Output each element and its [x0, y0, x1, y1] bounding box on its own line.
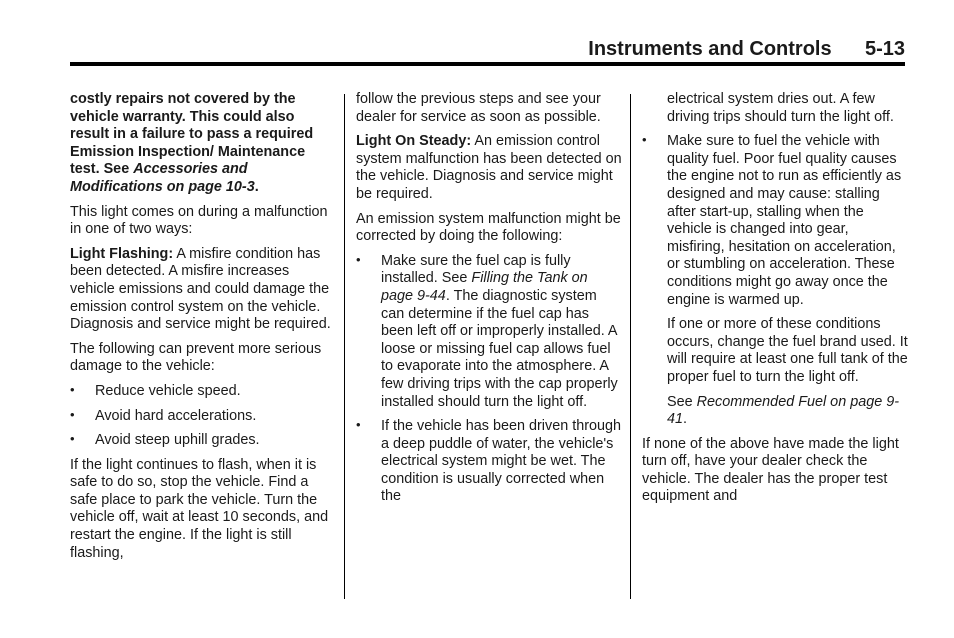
- fuel-brand-paragraph: If one or more of these conditions occurs, change the fuel brand used. It will require at least one full tank of the proper fuel to turn the light off.: [667, 316, 908, 385]
- light-on-paragraph: This light comes on during a malfunction in one of two ways:: [70, 203, 328, 238]
- dealer-paragraph: If none of the above have made the light turn off, have your dealer check the vehicle. The dealer has the proper test equipment and: [642, 435, 899, 505]
- column-divider-2: [630, 94, 631, 599]
- light-flashing-text: A misfire condition has been detected. A misfire increases vehicle emissions and could damage the emission control system on the vehicle. Diagnosis and service might be required.: [70, 245, 331, 333]
- column-divider-1: [344, 94, 345, 599]
- list-item: [356, 253, 622, 411]
- column-1: [70, 91, 332, 569]
- list-item-text: Avoid hard accelerations.: [95, 407, 257, 424]
- bullet-icon: •: [642, 132, 647, 148]
- page-number: 5-13: [864, 38, 905, 60]
- see-text: See: [667, 393, 697, 410]
- section-title: Instruments and Controls: [588, 38, 832, 60]
- warning-text: costly repairs not covered by the vehicle warranty. This could also result in a failure to pass a required Emission Inspection/ Maintenance test. See: [70, 91, 314, 178]
- prevent-paragraph: The following can prevent more serious damage to the vehicle:: [70, 340, 322, 375]
- continued-bullet-text: electrical system dries out. A few driving trips should turn the light off.: [667, 91, 894, 125]
- header-rule: [70, 62, 905, 66]
- list-item: [70, 383, 332, 401]
- follow-paragraph: follow the previous steps and see your dealer for service as soon as possible.: [356, 91, 601, 125]
- list-item-text: Reduce vehicle speed.: [95, 382, 241, 399]
- light-steady-text: An emission control system malfunction has been detected on the vehicle. Diagnosis and service might be required.: [356, 133, 622, 202]
- list-item-text: Make sure to fuel the vehicle with quality fuel. Poor fuel quality causes the engine not to run as efficiently as designed and may cause: stalling after start-up, stalling when the vehicle is changed into gear, misfiring, hesitation on acceleration, or stumbling on acceleration. These conditions might go away once the engine is warmed up.: [667, 133, 902, 308]
- warning-end: .: [254, 178, 259, 195]
- see-reference: [642, 394, 908, 429]
- column-2: [356, 91, 622, 513]
- filling-tank-reference-link[interactable]: Filling the Tank on page 9-44: [381, 270, 588, 304]
- bullet-icon: •: [70, 431, 75, 447]
- list-item: [642, 133, 908, 309]
- list-item: [70, 408, 332, 426]
- recommended-fuel-reference-link[interactable]: Recommended Fuel on page 9-41: [667, 393, 899, 428]
- column-3: [642, 91, 908, 513]
- bullet-icon: •: [70, 381, 75, 397]
- bullet-icon: •: [70, 406, 75, 422]
- light-steady-label: Light On Steady:: [356, 133, 472, 150]
- warning-paragraph: [70, 91, 332, 197]
- continue-paragraph: If the light continues to flash, when it is safe to do so, stop the vehicle. Find a safe place to park the vehicle. Turn the vehicle off, wait at least 10 seconds, and restart the engine. If the light is still flashing,: [70, 456, 329, 561]
- light-flashing-label: Light Flashing:: [70, 245, 174, 262]
- corrected-paragraph: An emission system malfunction might be corrected by doing the following:: [356, 210, 621, 245]
- light-flashing-paragraph: [70, 246, 332, 334]
- list-item-text: Make sure the fuel cap is fully installed. See: [381, 252, 571, 287]
- list-item: [356, 418, 622, 506]
- list-item: [70, 432, 332, 450]
- bullet-icon: •: [356, 417, 361, 433]
- header-title: [588, 38, 905, 61]
- bullet-icon: •: [356, 251, 361, 267]
- accessories-reference-link[interactable]: Accessories and Modifications on page 10-3: [70, 161, 255, 195]
- light-steady-paragraph: [356, 133, 622, 203]
- list-item-text: . The diagnostic system can determine if the fuel cap has been left off or improperly installed. A loose or missing fuel cap allows fuel to evaporate into the atmosphere. A few driving trips with the cap properly installed should turn the light off.: [381, 287, 618, 410]
- see-end: .: [683, 411, 688, 428]
- list-item-text: Avoid steep uphill grades.: [95, 432, 260, 449]
- list-item-text: If the vehicle has been driven through a deep puddle of water, the vehicle's electrical system might be wet. The condition is usually corrected when the: [381, 418, 622, 505]
